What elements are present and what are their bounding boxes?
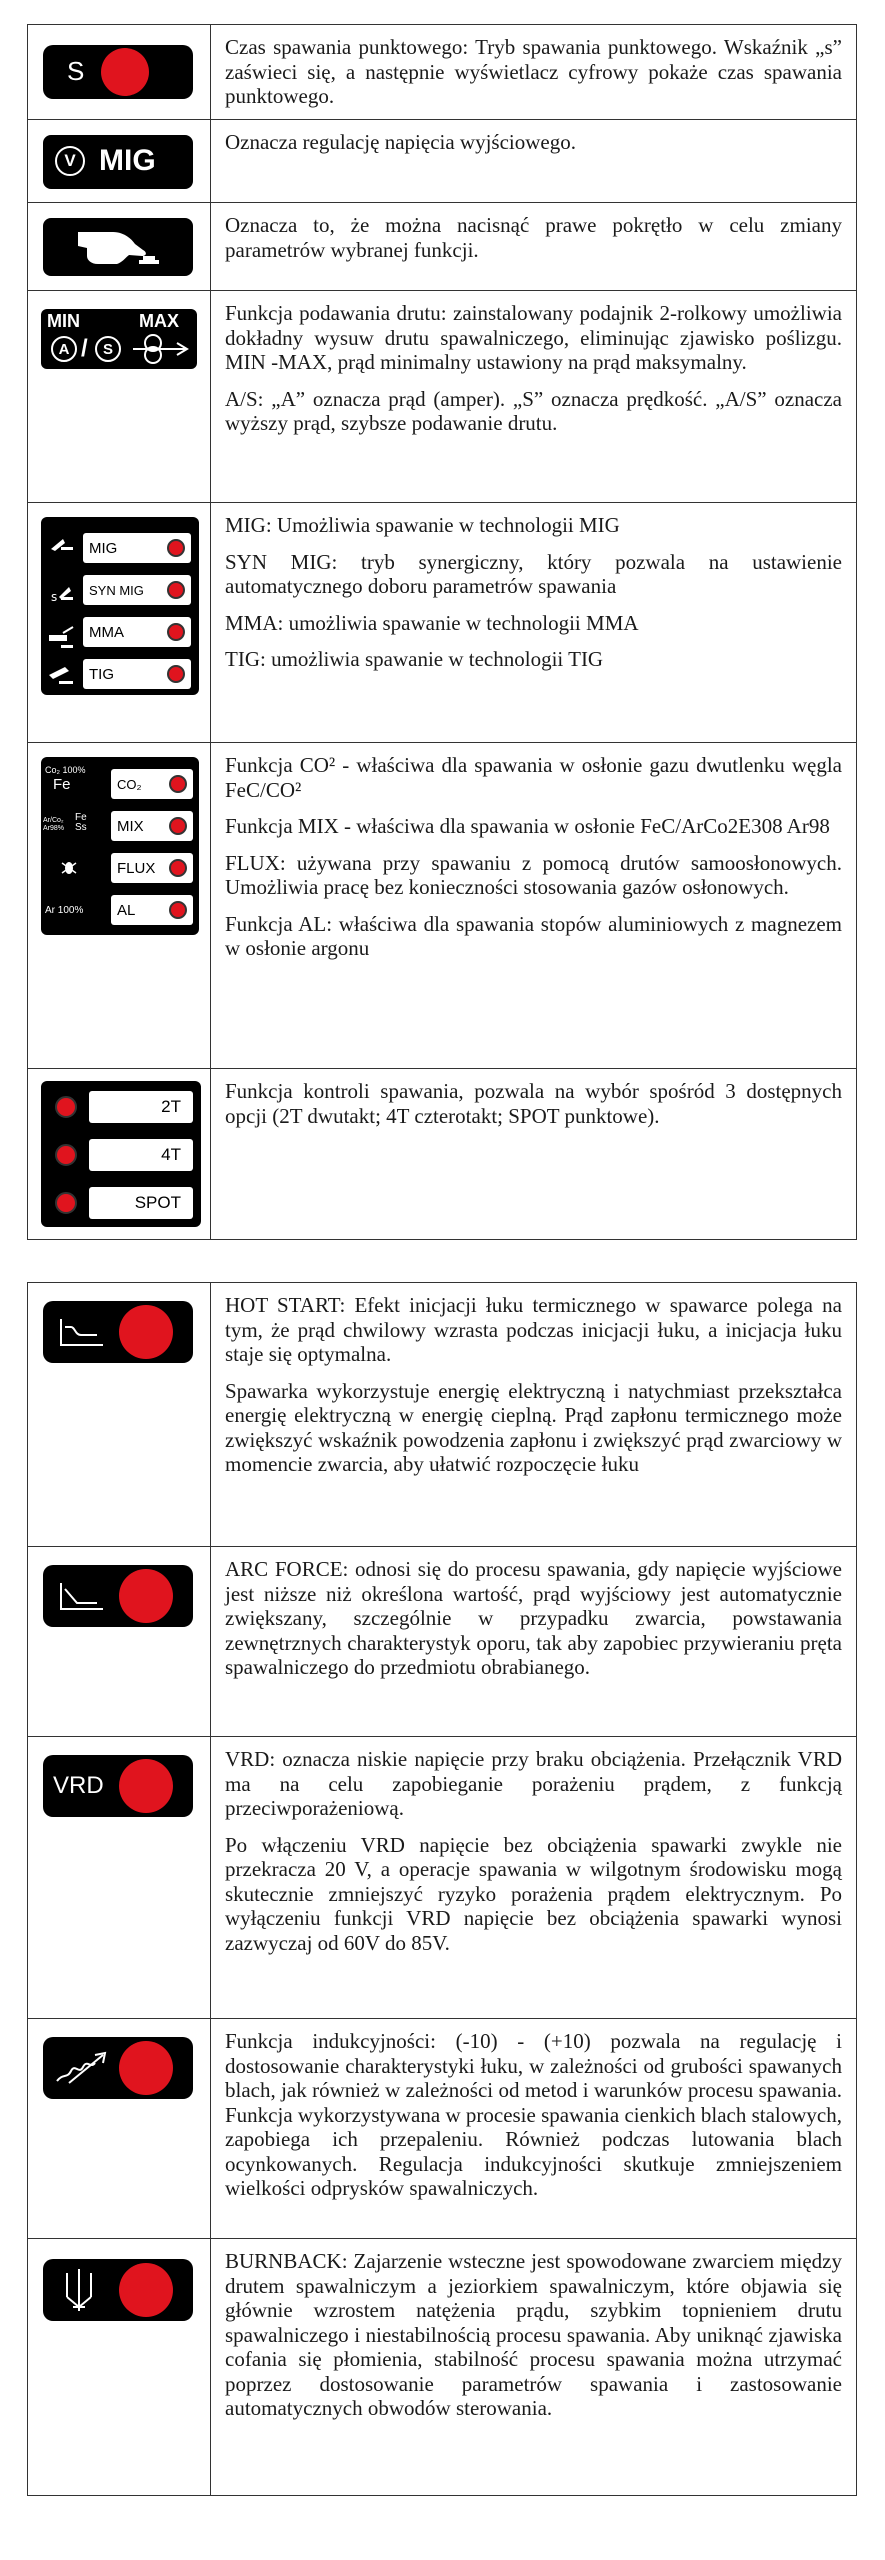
red-led-icon — [119, 1305, 173, 1359]
spot-time-button-icon — [43, 45, 193, 99]
inductance-button-icon — [43, 2037, 193, 2099]
function-table-1 — [27, 24, 857, 1240]
icon-label: S — [67, 56, 85, 86]
icon-label: MIG — [99, 144, 156, 177]
mode-2t[interactable]: 2T — [89, 1091, 193, 1123]
led-icon — [169, 817, 187, 835]
description: Oznacza to, że można nacisnąć prawe pokrętło w celu zmiany parametrów wybranej funkcji. — [225, 213, 842, 262]
description: Funkcja kontroli spawania, pozwala na wybór spośród 3 dostępnych opcji (2T dwutakt; 4T czterotakt; SPOT punktowe). — [225, 1079, 842, 1128]
hot-start-curve-icon — [57, 1313, 107, 1353]
description: Czas spawania punktowego: Tryb spawania punktowego. Wskaźnik „s” zaświeci się, a następnie wyświetlacz cyfrowy pokaże czas spawania punktowego. — [225, 35, 842, 108]
description: Funkcja MIX - właściwa dla spawania w osłonie FeC/ArCo2E308 Ar98 — [225, 814, 830, 838]
description: HOT START: Efekt inicjacji łuku termicznego w spawarce polega na tym, że prąd chwilowy wzrasta podczas inicjacji łuku, a inicjacja łuku staje się optymalna. — [225, 1293, 842, 1366]
description: Funkcja indukcyjności: (-10) - (+10) pozwala na regulację i dostosowanie charakterystyki łuku, w zależności od grubości spawanych blach, jak również w zależności od metod i warunków procesu spawania. Funkcja wykorzystywana w procesie spawania cienkich blach stalowych, zapobiega ich przepaleniu. Również podczas lutowania blach ocynkowanych. Regulacja indukcyjności skutkuje zmniejszeniem wielkości odprysków spawalniczych. — [225, 2029, 842, 2200]
trigger-mode-panel-icon — [41, 1081, 201, 1227]
vrd-button-icon — [43, 1755, 193, 1817]
row-voltage — [28, 120, 856, 203]
burnback-button-icon — [43, 2259, 193, 2321]
mode-mma[interactable]: MMA — [83, 617, 191, 647]
mode-flux[interactable]: FLUX — [111, 853, 193, 883]
icon-cell — [28, 203, 211, 290]
led-icon — [169, 901, 187, 919]
row-arc-force — [28, 1547, 856, 1737]
icon-cell — [28, 503, 211, 742]
mode-co2[interactable]: CO₂ — [111, 769, 193, 799]
red-led-icon — [119, 1759, 173, 1813]
led-icon — [169, 775, 187, 793]
description: Funkcja CO² - właściwa dla spawania w osłonie gazu dwutlenku węgla FeC/CO² — [225, 753, 842, 802]
description: VRD: oznacza niskie napięcie przy braku obciążenia. Przełącznik VRD ma na celu zapobieganie porażeniu prądem, z funkcją przeciwporażeniową. — [225, 1747, 842, 1820]
hot-start-button-icon — [43, 1301, 193, 1363]
inductance-knob-icon — [53, 2049, 113, 2089]
description: Funkcja AL: właściwa dla spawania stopów aluminiowych z magnezem w osłonie argonu — [225, 911, 842, 960]
led-icon — [167, 623, 185, 641]
icon-cell — [28, 2019, 211, 2238]
red-led-icon — [119, 2041, 173, 2095]
mode-tig[interactable]: TIG — [83, 659, 191, 689]
description: Po włączeniu VRD napięcie bez obciążenia spawarki zwykle nie przekracza 20 V, a operacje spawania w wilgotnym środowisku mogą skutecznie zmniejszyć ryzyko porażenia prądem elektrycznym. Po wyłączeniu funkcji VRD napięcie bez obciążenia spawarki wynosi zazwyczaj od 60V do 85V. — [225, 1832, 842, 1955]
description: A/S: „A” oznacza prąd (amper). „S” oznacza prędkość. „A/S” oznacza wyższy prąd, szybsze podawanie drutu. — [225, 386, 842, 435]
description: MMA: umożliwia spawanie w technologii MMA — [225, 610, 639, 635]
led-icon — [167, 539, 185, 557]
row-gas-mode — [28, 743, 856, 1069]
flux-bug-icon — [59, 857, 79, 877]
icon-cell — [28, 2239, 211, 2495]
ampere-circle-icon: A — [51, 336, 77, 362]
description: ARC FORCE: odnosi się do procesu spawania, gdy napięcie wyjściowe jest niższe niż określona wartość, prąd wyjściowy jest automatycznie zwiększany, szczególnie w przypadku zwarcia, powstawania zewnętrznych charakterystyk oporu, tak aby zapobiec przywieraniu pręta spawalniczego do przedmiotu obrabianego. — [225, 1557, 842, 1679]
burnback-torch-icon — [61, 2267, 111, 2315]
arc-force-curve-icon — [57, 1577, 107, 1617]
volt-circle-icon: V — [55, 146, 85, 176]
red-led-icon — [101, 48, 149, 96]
mode-syn-mig[interactable]: SYN MIG — [83, 575, 191, 605]
description: Spawarka wykorzystuje energię elektryczną i natychmiast przekształca energię elektryczną w energię cieplną. Prąd zapłonu termicznego może zwiększyć wskaźnik powodzenia zapłonu i zwiększyć prąd zwarciowy w momencie zwarcia, aby ułatwić rozpoczęcie łuku — [225, 1378, 842, 1476]
icon-label: VRD — [53, 1772, 104, 1799]
description: Oznacza regulację napięcia wyjściowego. — [225, 130, 576, 154]
process-mode-panel-icon — [41, 517, 199, 695]
row-vrd — [28, 1737, 856, 2019]
icon-cell — [28, 291, 211, 502]
row-burnback — [28, 2239, 856, 2495]
led-icon — [167, 581, 185, 599]
row-knob-press — [28, 203, 856, 291]
icon-cell — [28, 1737, 211, 2018]
mode-mix[interactable]: MIX — [111, 811, 193, 841]
process-symbols-icon — [41, 517, 81, 695]
led-icon — [55, 1192, 77, 1214]
speed-circle-icon: S — [95, 336, 121, 362]
icon-cell — [28, 1069, 211, 1239]
description: FLUX: używana przy spawaniu z pomocą drutów samoosłonowych. Umożliwia pracę bez konieczności stosowania gazów osłonowych. — [225, 850, 842, 899]
mode-mig[interactable]: MIG — [83, 533, 191, 563]
row-spot-time — [28, 25, 856, 120]
voltage-mig-icon — [43, 135, 193, 189]
hand-press-icon — [43, 218, 193, 276]
led-icon — [55, 1096, 77, 1118]
mode-4t[interactable]: 4T — [89, 1139, 193, 1171]
icon-cell — [28, 743, 211, 1068]
svg-text:s: s — [51, 590, 58, 604]
gas-mode-panel-icon: Co₂ 100% Fe Ar/Co₂ Ar98% Fe Ss Ar 100% CO₂ MIX FLUX AL — [41, 757, 199, 935]
icon-cell — [28, 1547, 211, 1736]
icon-cell — [28, 1283, 211, 1546]
hand-press-glyph-icon — [43, 218, 193, 276]
mode-al[interactable]: AL — [111, 895, 193, 925]
mode-spot[interactable]: SPOT — [89, 1187, 193, 1219]
min-max-icon: MIN MAX A / S — [41, 309, 197, 369]
description: SYN MIG: tryb synergiczny, który pozwala na ustawienie automatycznego doboru parametrów spawania — [225, 549, 842, 598]
led-icon — [167, 665, 185, 683]
row-process-mode — [28, 503, 856, 743]
led-icon — [55, 1144, 77, 1166]
description: Funkcja podawania drutu: zainstalowany podajnik 2-rolkowy umożliwia dokładny wysuw drutu spawalniczego, eliminując zjawisko poślizgu. MIN -MAX, prąd minimalny ustawiony na prąd maksymalny. — [225, 301, 842, 374]
row-wire-feed — [28, 291, 856, 503]
row-hot-start — [28, 1283, 856, 1547]
description: MIG: Umożliwia spawanie w technologii MIG — [225, 513, 620, 537]
arc-force-button-icon — [43, 1565, 193, 1627]
icon-cell — [28, 25, 211, 119]
description: TIG: umożliwia spawanie w technologii TIG — [225, 647, 604, 671]
red-led-icon — [119, 2263, 173, 2317]
row-inductance — [28, 2019, 856, 2239]
icon-cell — [28, 120, 211, 202]
feed-roller-icon — [131, 333, 191, 365]
row-trigger-mode — [28, 1069, 856, 1239]
red-led-icon — [119, 1569, 173, 1623]
function-table-2 — [27, 1282, 857, 2496]
description: BURNBACK: Zajarzenie wsteczne jest spowodowane zwarciem między drutem spawalniczym a jeziorkiem spawalniczym, które objawia się głównie wzrostem natężenia prądu, szybkim topnieniem drutu spawalniczego i niestabilnością procesu spawania. Aby uniknąć zjawiska cofania się płomienia, stabilność procesu spawania można utrzymać poprzez dostosowanie parametrów spawania i zastosowanie automatycznych obwodów sterowania. — [225, 2249, 842, 2420]
led-icon — [169, 859, 187, 877]
